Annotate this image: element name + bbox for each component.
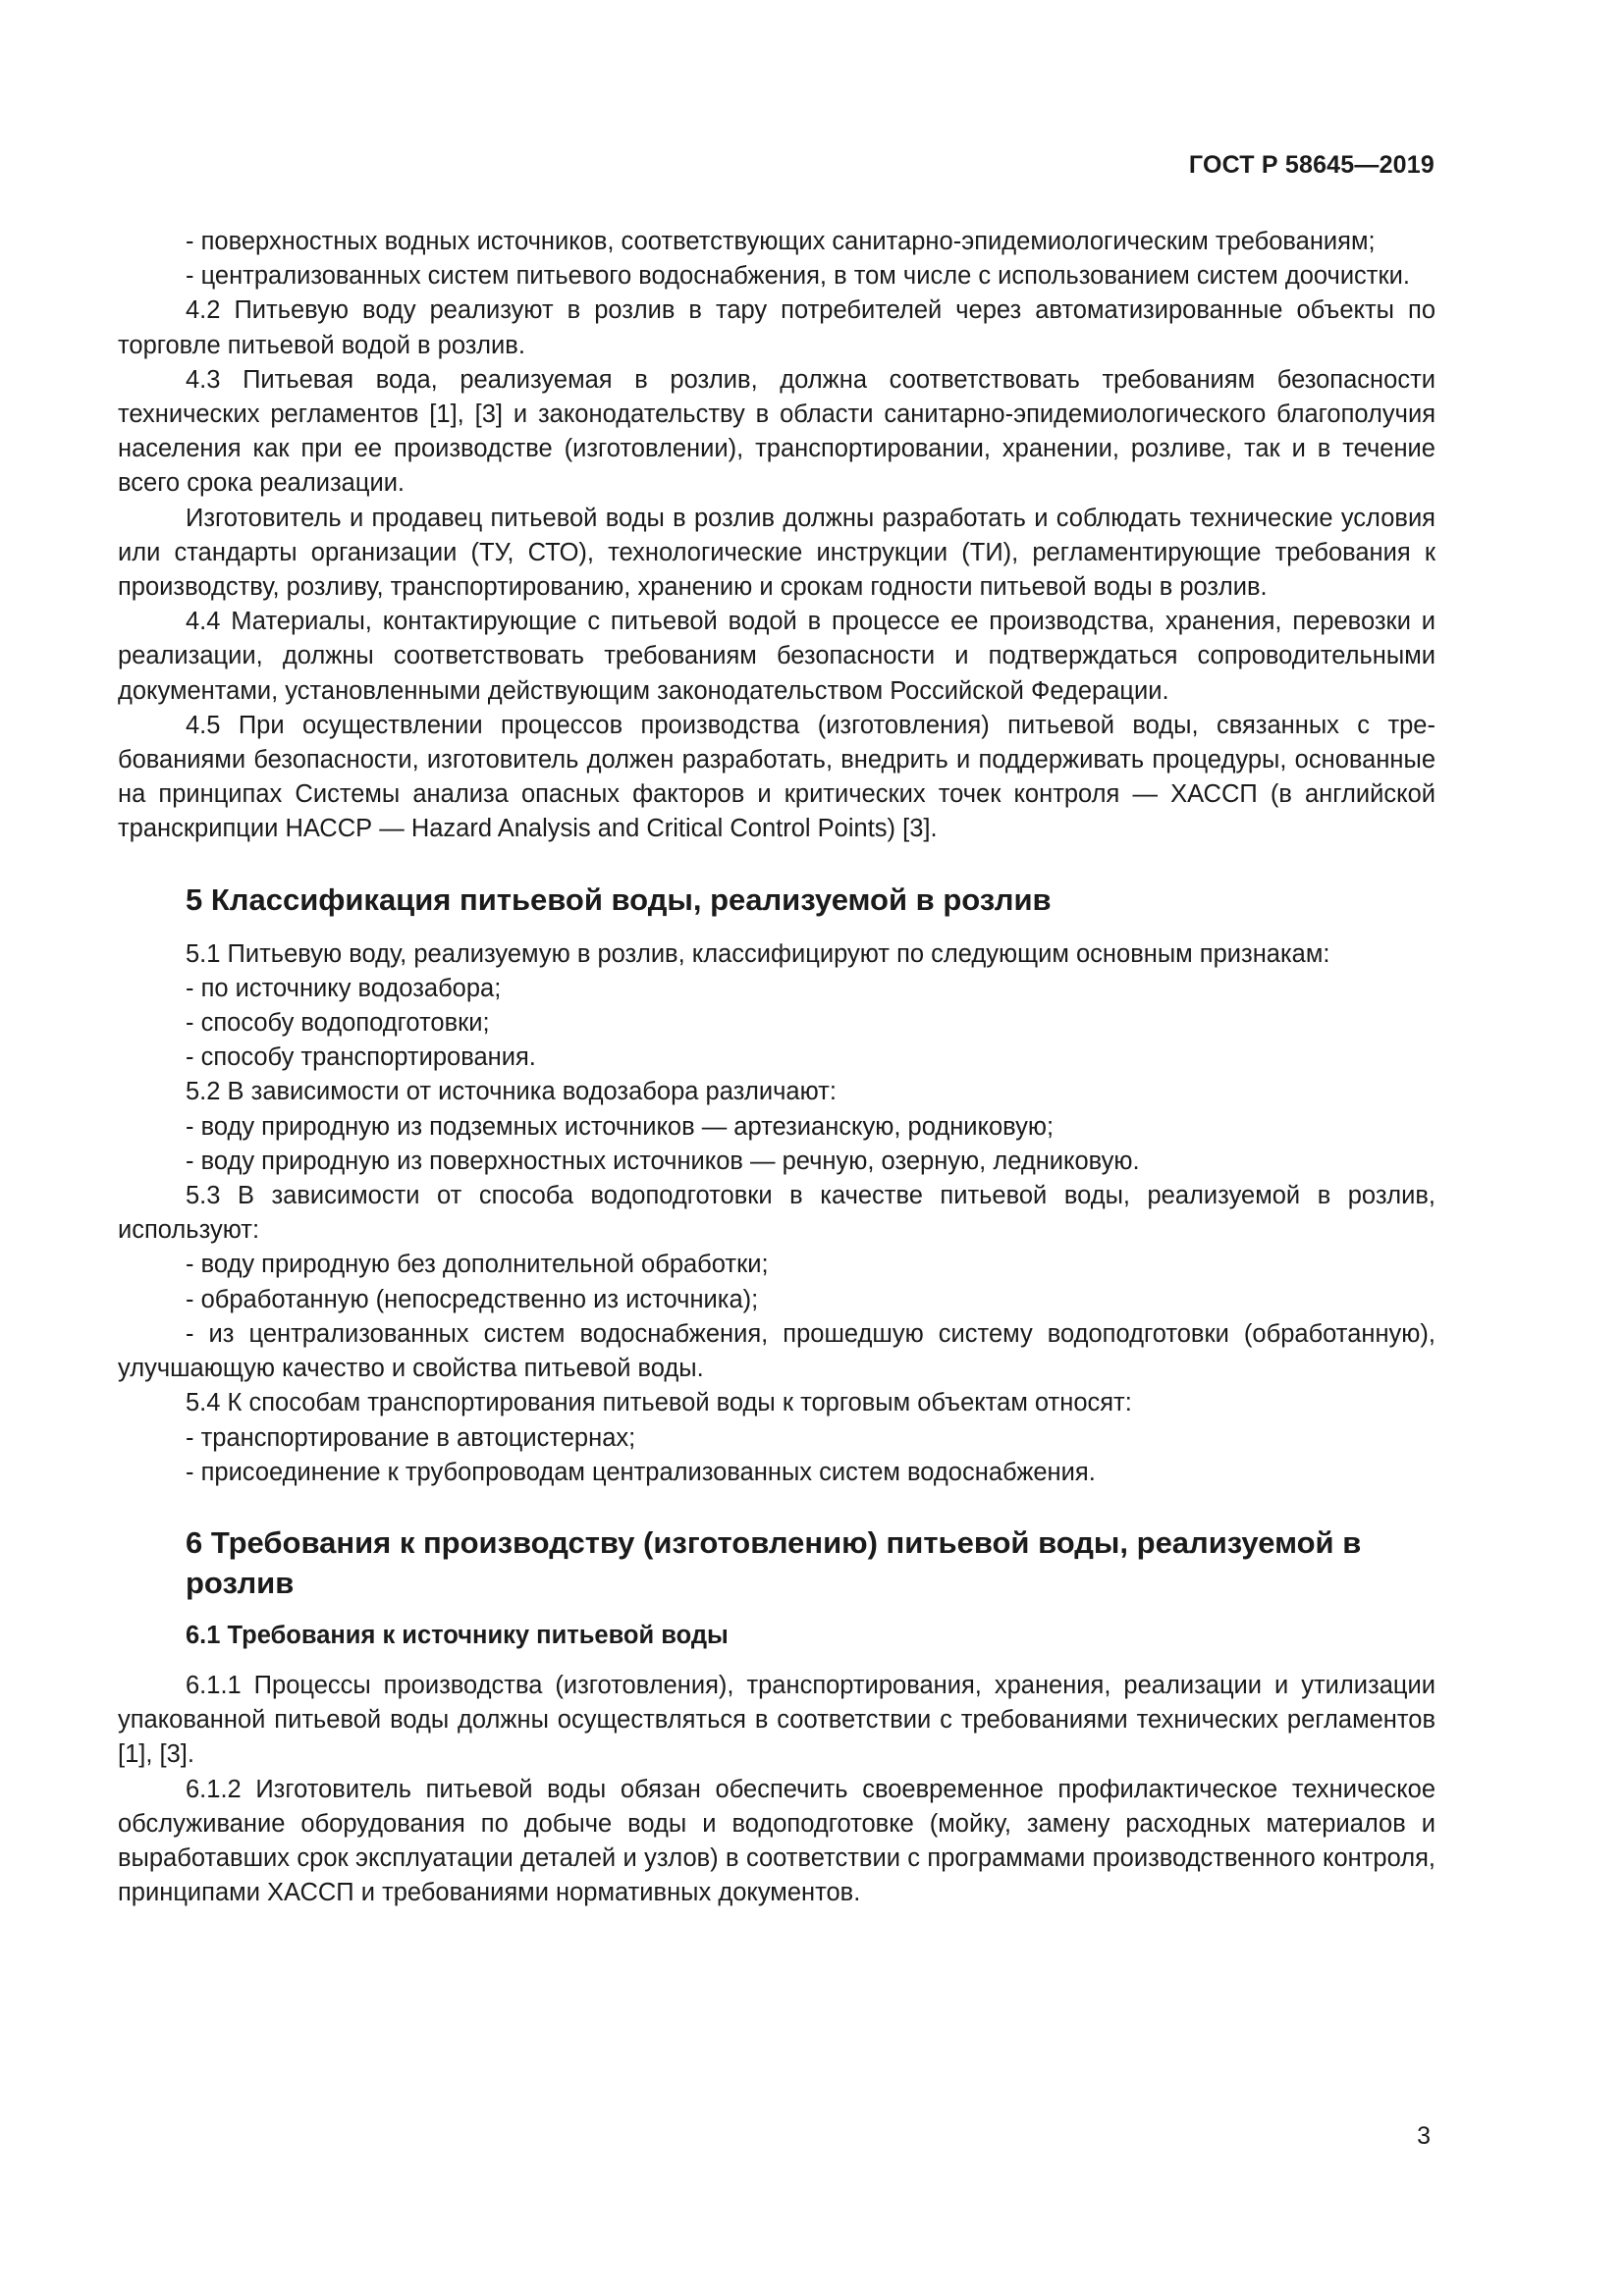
paragraph: 4.2 Питьевую воду реализуют в розлив в тару потребителей через автоматизированные объекты по торговле питьевой водой в розлив.: [118, 296, 1435, 359]
list-item: - обработанную (непосредственно из источника);: [186, 1285, 759, 1313]
paragraph: 5.4 К способам транспортирования питьевой воды к торговым объектам относят:: [186, 1389, 1132, 1417]
paragraph: Изготовитель и продавец питьевой воды в розлив должны разработать и соблюдать технические условия или стандарты организации (ТУ, СТО), технологические инструкции (ТИ), регламентирующие требования к производству, розливу, транспортированию, хранению и срокам годности питьевой воды в розлив.: [118, 504, 1435, 602]
paragraph: 5.3 В зависимости от способа водоподготовки в качестве питьевой воды, реализуемой в розлив, используют:: [118, 1182, 1435, 1245]
section-heading-5: 5 Классификация питьевой воды, реализуемой в розлив: [186, 881, 1052, 917]
list-item: - по источнику водозабора;: [186, 974, 502, 1002]
paragraph: 5.2 В зависимости от источника водозабора различают:: [186, 1078, 837, 1106]
paragraph: 4.4 Материалы, контактирующие с питьевой водой в процессе ее производства, хранения, перевозки и реализации, должны соответствовать требованиям безопасности и подтверждаться сопроводительными документами, установленными действующим законодательством Российской Федерации.: [118, 608, 1435, 705]
paragraph: 5.1 Питьевую воду, реализуемую в розлив, классифицируют по следующим основным признакам:: [186, 939, 1330, 968]
subsection-heading-6-1: 6.1 Требования к источнику питьевой воды: [186, 1621, 729, 1649]
list-item: - способу транспортирования.: [186, 1043, 536, 1072]
paragraph: - из централизованных систем водоснабжения, прошедшую систему водоподготовки (обработанную), улучшающую качество и свойства питьевой воды.: [118, 1319, 1435, 1383]
page-body: [118, 225, 1435, 1910]
list-item: - присоединение к трубопроводам централизованных систем водоснабжения.: [186, 1458, 1096, 1486]
page-number: 3: [1417, 2122, 1431, 2150]
paragraph: - поверхностных водных источников, соответствующих санитарно-эпидемиологическим требованиям;: [186, 228, 1376, 255]
paragraph: 4.5 При осуществлении процессов производства (изготовления) питьевой воды, связанных с требованиями безопасности, изготовитель должен разработать, внедрить и поддерживать процедуры, основанные на принципах Системы анализа опасных факторов и критических точек контроля — ХАССП (в английской транскрипции НАССР — Hazard Analysis and Critical Control Points) [3].: [118, 711, 1435, 843]
list-item: - способу водоподготовки;: [186, 1009, 490, 1038]
paragraph: 6.1.1 Процессы производства (изготовления), транспортирования, хранения, реализации и утилизации упакованной питьевой воды должны осуществляться в соответствии с требованиями технических регламентов [1], [3].: [118, 1671, 1435, 1769]
section-heading-6: 6 Требования к производству (изготовлению) питьевой воды, реализуемой в розлив: [186, 1524, 1362, 1600]
standard-code-header: ГОСТ Р 58645—2019: [1188, 151, 1435, 179]
list-item: - воду природную без дополнительной обработки;: [186, 1251, 769, 1279]
paragraph: 6.1.2 Изготовитель питьевой воды обязан обеспечить своевременное профилактическое техническое обслуживание оборудования по добыче воды и водоподготовке (мойку, замену расходных материалов и выработавших срок эксплуатации деталей и узлов) в соответствии с программами производственного контроля, принципами ХАССП и требованиями нормативных документов.: [118, 1775, 1435, 1907]
paragraph: 4.3 Питьевая вода, реализуемая в розлив, должна соответствовать требованиям безопасности технических регламентов [1], [3] и законодательству в области санитарно-эпидемиологического благополучия населения как при ее производстве (изготовлении), транспортировании, хранении, розливе, так и в течение всего срока реализации.: [118, 365, 1435, 498]
list-item: - воду природную из поверхностных источников — речную, озерную, ледниковую.: [186, 1147, 1140, 1175]
list-item: - воду природную из подземных источников — артезианскую, родниковую;: [186, 1112, 1055, 1141]
list-item: - транспортирование в автоцистернах;: [186, 1423, 636, 1452]
paragraph: - централизованных систем питьевого водоснабжения, в том числе с использованием систем доочистки.: [186, 262, 1410, 291]
